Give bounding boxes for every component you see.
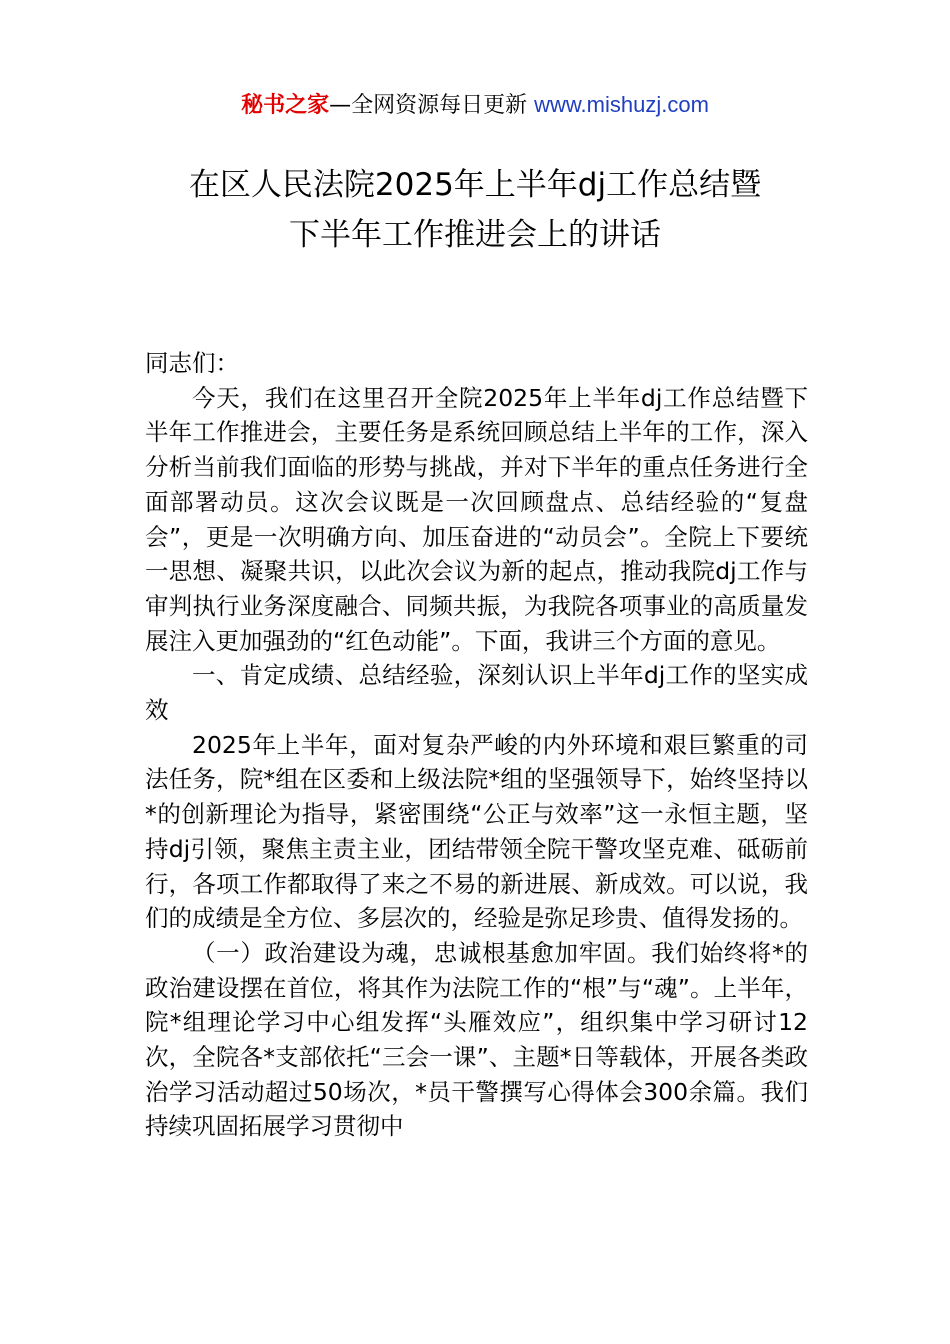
salutation: 同志们： xyxy=(145,349,239,377)
site-banner xyxy=(0,88,950,123)
paragraph-political-building: （一）政治建设为魂，忠诚根基愈加牢固。我们始终将*的政治建设摆在首位，将其作为法院工作的“根”与“魂”。上半年，院*组理论学习中心组发挥“头雁效应”，组织集中学习研讨12次，全院各*支部依托“三会一课”、主题*日等载体，开展各类政治学习活动超过50场次，*员干警撰写心得体会300余篇。我们持续巩固拓展学习贯彻中 xyxy=(145,938,808,1141)
banner-tagline: —全网资源每日更新 xyxy=(329,93,535,118)
title-line-1: 在区人民法院2025年上半年dj工作总结暨 xyxy=(188,167,762,203)
site-url-link[interactable]: www.mishuzj.com xyxy=(534,92,709,117)
brand-name: 秘书之家 xyxy=(241,93,330,118)
paragraph-intro: 今天，我们在这里召开全院2025年上半年dj工作总结暨下半年工作推进会，主要任务是系统回顾总结上半年的工作，深入分析当前我们面临的形势与挑战，并对下半年的重点任务进行全面部署动员。这次会议既是一次回顾盘点、总结经验的“复盘会”，更是一次明确方向、加压奋进的“动员会”。全院上下要统一思想、凝聚共识，以此次会议为新的起点，推动我院dj工作与审判执行业务深度融合、同频共振，为我院各项事业的高质量发展注入更加强劲的“红色动能”。下面，我讲三个方面的意见。 xyxy=(145,383,808,655)
title-line-2: 下半年工作推进会上的讲话 xyxy=(289,217,661,253)
document-body xyxy=(145,346,808,1144)
section-heading-1: 一、肯定成绩、总结经验，深刻认识上半年dj工作的坚实成效 xyxy=(145,661,808,725)
document-title xyxy=(60,160,890,260)
paragraph-summary: 2025年上半年，面对复杂严峻的内外环境和艰巨繁重的司法任务，院*组在区委和上级法院*组的坚强领导下，始终坚持以*的创新理论为指导，紧密围绕“公正与效率”这一永恒主题，坚持dj引领，聚焦主责主业，团结带领全院干警攻坚克难、砥砺前行，各项工作都取得了来之不易的新进展、新成效。可以说，我们的成绩是全方位、多层次的，经验是弥足珍贵、值得发扬的。 xyxy=(145,730,808,933)
